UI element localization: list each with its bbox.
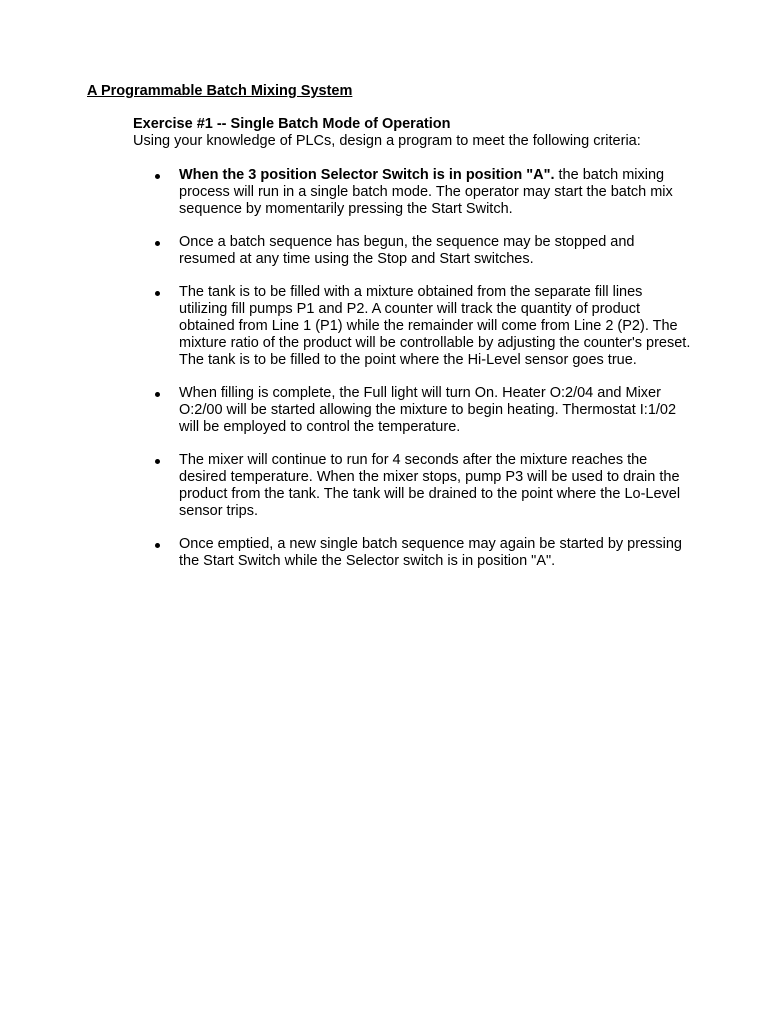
criteria-item <box>133 284 693 369</box>
criteria-item <box>133 385 693 436</box>
bullet-icon <box>155 174 160 179</box>
criteria-text: The tank is to be filled with a mixture obtained from the separate fill lines utilizing fill pumps P1 and P2. A counter will track the quantity of product obtained from Line 1 (P1) while the remainder will come from Line 2 (P2). The mixture ratio of the product will be controllable by adjusting the counter's preset. The tank is to be filled to the point where the Hi-Level sensor goes true. <box>179 284 691 368</box>
criteria-item <box>133 167 693 218</box>
criteria-text: The mixer will continue to run for 4 seconds after the mixture reaches the desired temperature. When the mixer stops, pump P3 will be used to drain the product from the tank. The tank will be drained to the point where the Lo-Level sensor trips. <box>179 452 681 519</box>
exercise-intro: Using your knowledge of PLCs, design a program to meet the following criteria: <box>133 133 641 149</box>
criteria-text: Once emptied, a new single batch sequence may again be started by pressing the Start Switch while the Selector switch is in position "A". <box>179 536 682 569</box>
bullet-icon <box>155 459 160 464</box>
criteria-text: When filling is complete, the Full light will turn On. Heater O:2/04 and Mixer O:2/00 will be started allowing the mixture to begin heating. Thermostat I:1/02 will be employed to control the temperature. <box>179 385 677 435</box>
criteria-item <box>133 234 693 268</box>
criteria-text: Once a batch sequence has begun, the sequence may be stopped and resumed at any time using the Stop and Start switches. <box>179 234 635 267</box>
criteria-item <box>133 452 693 520</box>
criteria-lead: When the 3 position Selector Switch is in position "A". <box>179 167 555 183</box>
exercise-heading: Exercise #1 -- Single Batch Mode of Operation <box>133 116 451 132</box>
criteria-list <box>133 167 693 586</box>
bullet-icon <box>155 241 160 246</box>
bullet-icon <box>155 543 160 548</box>
bullet-icon <box>155 291 160 296</box>
bullet-icon <box>155 392 160 397</box>
exercise-section <box>133 116 713 569</box>
document-title: A Programmable Batch Mixing System <box>87 83 353 99</box>
criteria-item <box>133 536 693 570</box>
criteria-text: the batch mixing process will run in a single batch mode. The operator may start the batch mix sequence by momentarily pressing the Start Switch. <box>179 167 673 217</box>
